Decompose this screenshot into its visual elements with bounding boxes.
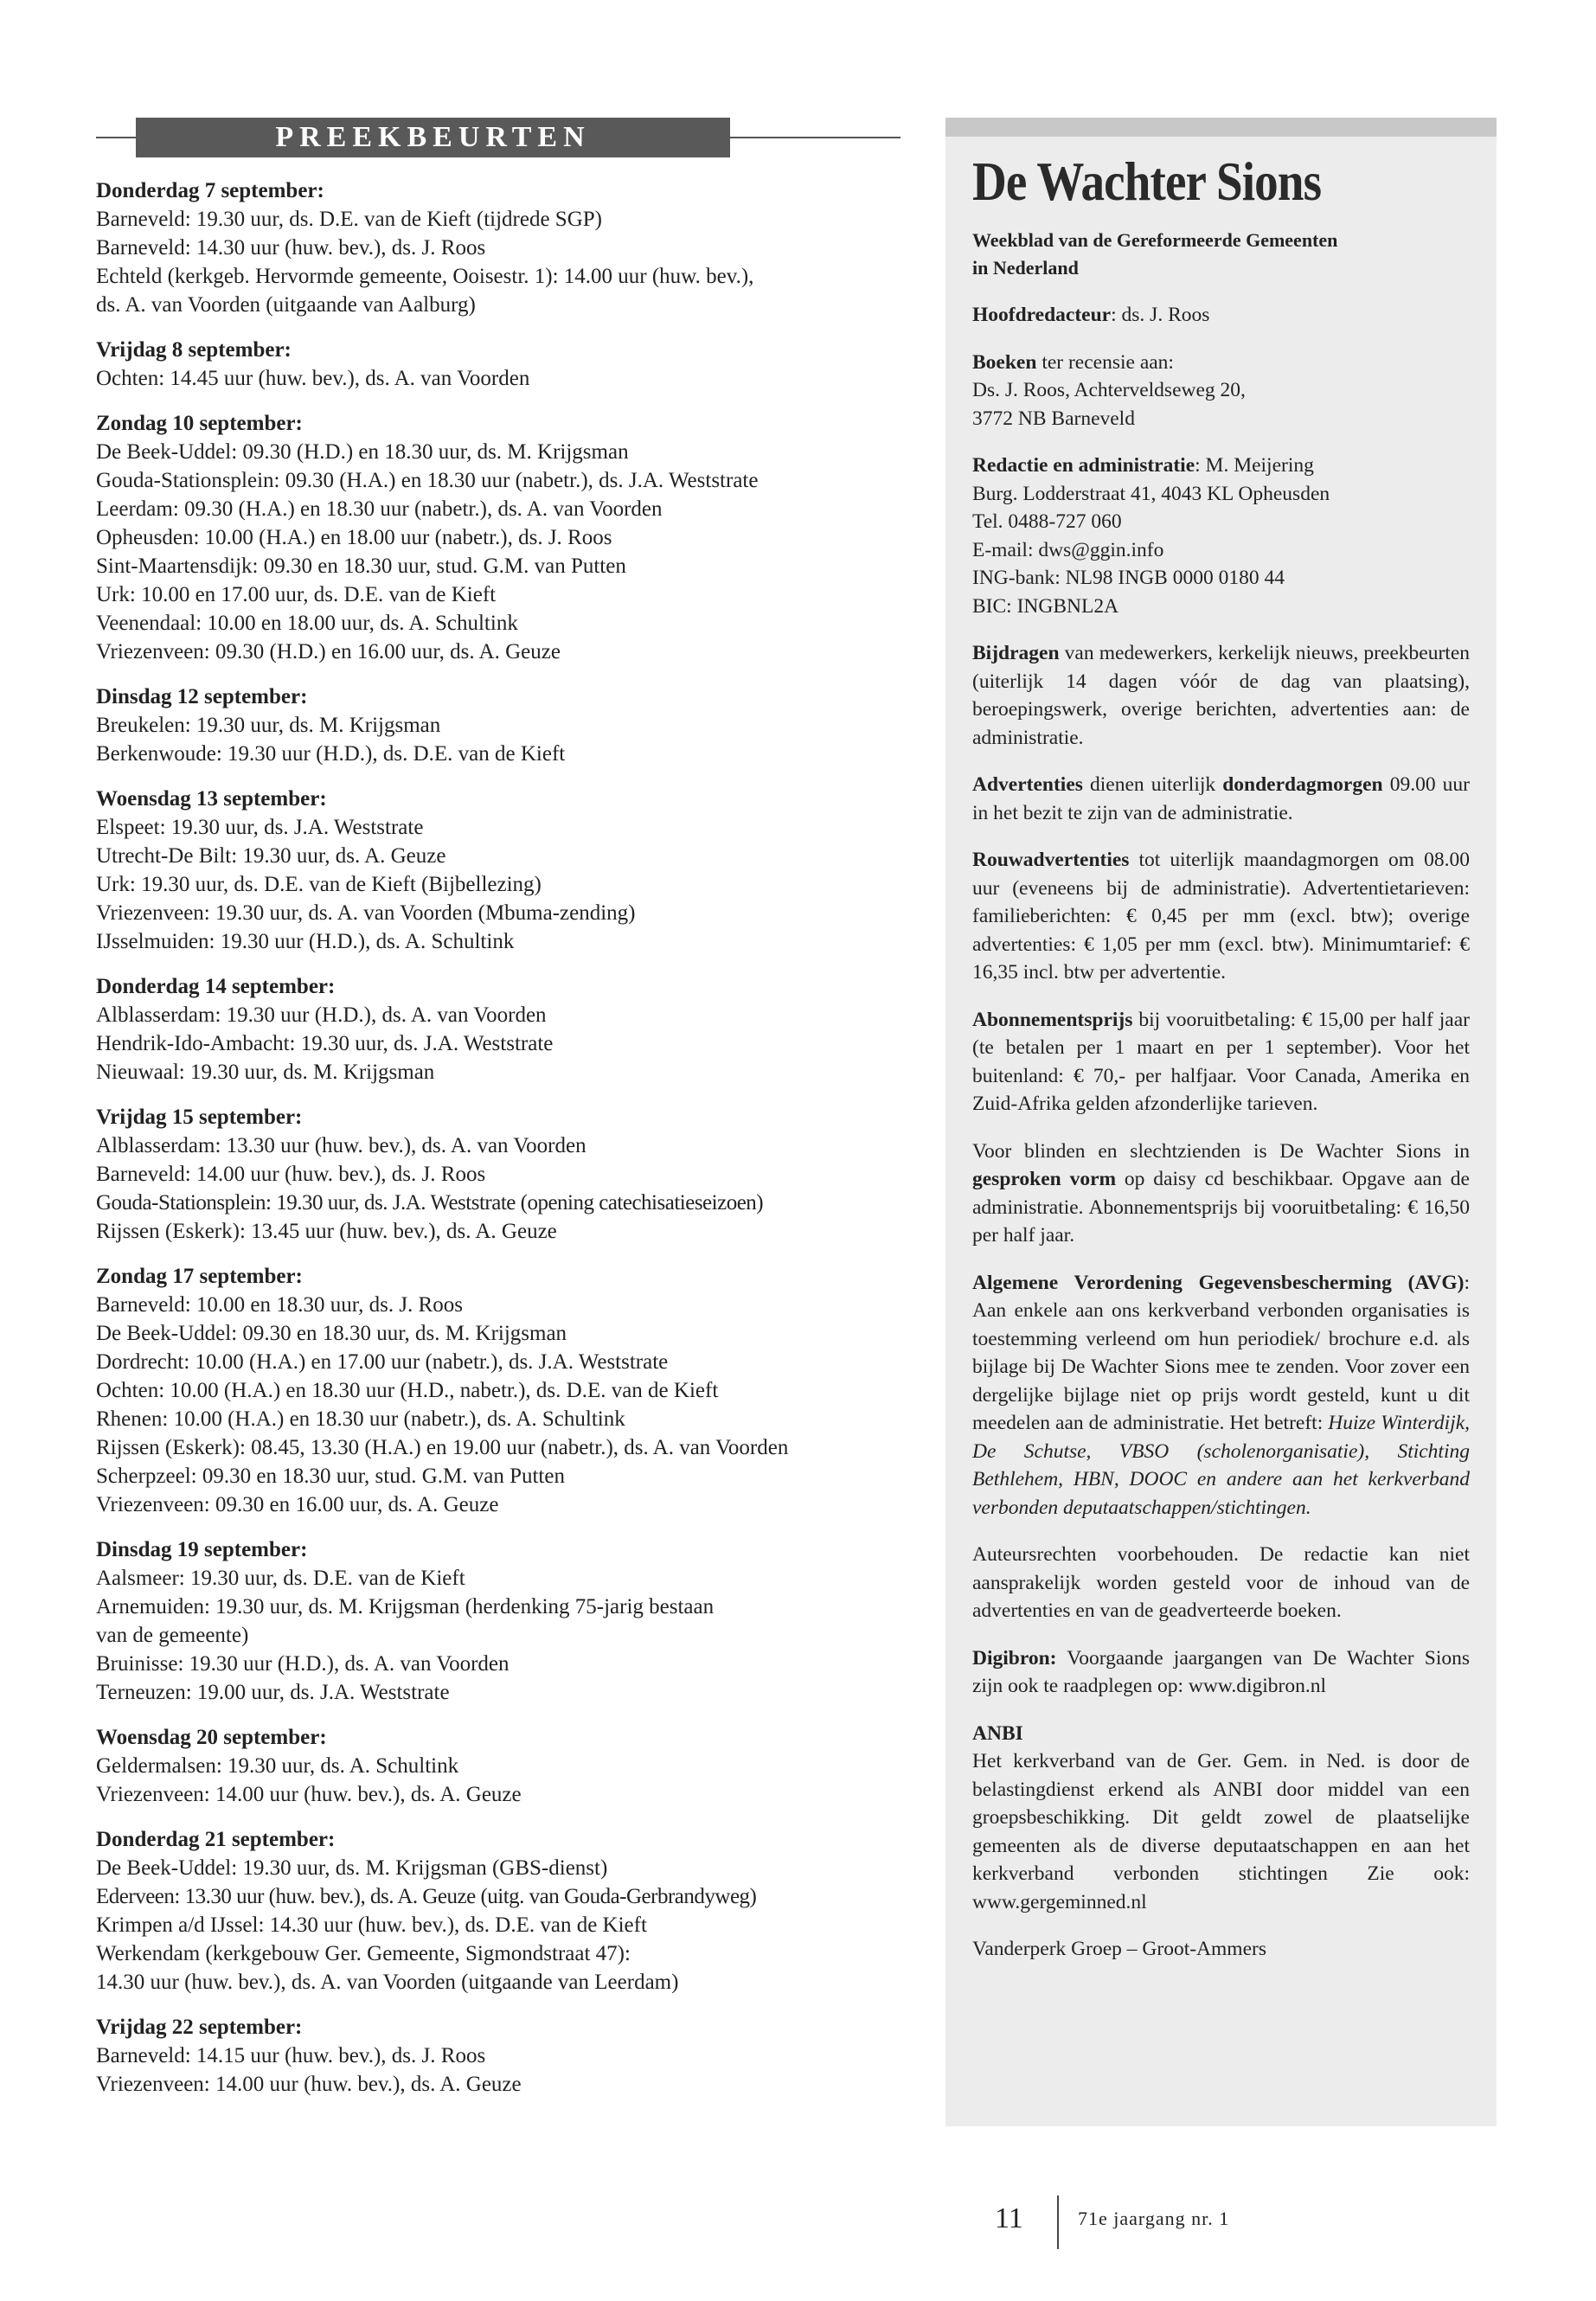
blinden-text: op daisy cd beschikbaar. Opgave aan de administratie. Abonnementsprijs bij vooruitbetaling: € 16,50 per half jaar. [972,1168,1470,1247]
service-line: Gouda-Stationsplein: 19.30 uur, ds. J.A. Weststrate (opening catechisatieseizoen) [96,1191,764,1215]
service-line: ds. A. van Voorden (uitgaande van Aalburg) [96,293,476,317]
day-title: Dinsdag 19 september: [96,1538,308,1561]
service-line: Nieuwaal: 19.30 uur, ds. M. Krijgsman [96,1061,435,1084]
advertenties-block [972,771,1470,827]
boeken-label: Boeken [972,350,1037,374]
service-line: Leerdam: 09.30 (H.A.) en 18.30 uur (nabetr.), ds. A. van Voorden [96,497,663,521]
hoofdredacteur [972,301,1470,330]
service-line: 14.30 uur (huw. bev.), ds. A. van Voorden (uitgaande van Leerdam) [96,1971,679,1994]
service-line: Barneveld: 14.00 uur (huw. bev.), ds. J. Roos [96,1163,486,1186]
day-title: Donderdag 7 september: [96,179,324,202]
boeken-address: 3772 NB Barneveld [972,407,1135,430]
service-line: Echteld (kerkgeb. Hervormde gemeente, Ooisestr. 1): 14.00 uur (huw. bev.), [96,265,754,288]
redactie-bank: ING-bank: NL98 INGB 0000 0180 44 [972,567,1285,589]
service-line: Elspeet: 19.30 uur, ds. J.A. Weststrate [96,816,424,839]
service-line: Alblasserdam: 13.30 uur (huw. bev.), ds. A. van Voorden [96,1134,586,1157]
service-line: Opheusden: 10.00 (H.A.) en 18.00 uur (nabetr.), ds. J. Roos [96,526,612,549]
section-title: PREEKBEURTEN [136,118,730,157]
service-line: Arnemuiden: 19.30 uur, ds. M. Krijgsman (herdenking 75-jarig bestaan [96,1595,715,1618]
advertenties-label: Advertenties [972,773,1083,796]
footer-divider [1057,2195,1059,2249]
service-line: Vriezenveen: 09.30 (H.D.) en 16.00 uur, ds. A. Geuze [96,640,561,663]
redactie-block [972,452,1470,620]
service-line: Barneveld: 19.30 uur, ds. D.E. van de Kieft (tijdrede SGP) [96,208,602,231]
day-title: Donderdag 14 september: [96,975,336,998]
service-line: Veenendaal: 10.00 en 18.00 uur, ds. A. Schultink [96,612,518,635]
auteursrechten-block: Auteursrechten voorbehouden. De redactie kan niet aansprakelijk worden gesteld voor de inhoud van de advertenties en van de geadverteerde boeken. [972,1543,1470,1622]
day-title: Woensdag 13 september: [96,787,327,811]
service-line: De Beek-Uddel: 19.30 uur, ds. M. Krijgsman (GBS-dienst) [96,1856,608,1880]
boeken-text: ter recensie aan: [1036,350,1174,374]
digibron-label: Digibron: [972,1646,1057,1670]
day-block [96,1535,901,1707]
day-title: Vrijdag 15 september: [96,1106,303,1129]
service-line: Rijssen (Eskerk): 08.45, 13.30 (H.A.) en 19.00 uur (nabetr.), ds. A. van Voorden [96,1436,789,1459]
preekbeurten-column [96,118,901,2115]
rouwadvertenties-block [972,846,1470,987]
service-line: Rhenen: 10.00 (H.A.) en 18.30 uur (nabetr.), ds. A. Schultink [96,1407,625,1431]
service-line: van de gemeente) [96,1624,249,1647]
service-line: Alblasserdam: 19.30 uur (H.D.), ds. A. van Voorden [96,1003,547,1027]
abonnement-label: Abonnementsprijs [972,1008,1133,1031]
anbi-block [972,1720,1470,1917]
advertenties-text: dienen uiterlijk [1082,773,1223,796]
rouwadvertenties-text: tot uiterlijk maandagmorgen om 08.00 uur (eveneens bij de administratie). Advertentietarieven: familieberichten: € 0,45 per mm (excl. btw); overige advertenties: € 1,05 per mm (excl. btw). Minimumtarief: € 16,35 incl. btw per advertentie. [972,849,1470,984]
boeken-block [972,349,1470,433]
avg-label: Algemene Verordening Gegevensbescherming (AVG) [972,1271,1465,1294]
redactie-bic: BIC: INGBNL2A [972,594,1119,618]
digibron-text: Voorgaande jaargangen van De Wachter Sions zijn ook te raadplegen op: www.digibron.nl [972,1646,1470,1697]
service-line: Krimpen a/d IJssel: 14.30 uur (huw. bev.), ds. D.E. van de Kieft [96,1913,647,1937]
service-line: IJsselmuiden: 19.30 uur (H.D.), ds. A. Schultink [96,930,515,953]
day-block [96,1262,901,1519]
day-title: Woensdag 20 september: [96,1726,327,1749]
bijdragen-text: van medewerkers, kerkelijk nieuws, preekbeurten (uiterlijk 14 dagen vóór de dag van plaatsing), beroepingswerk, overige berichten, advertenties aan: de administratie. [972,642,1470,749]
day-block [96,176,901,319]
service-line: Terneuzen: 19.00 uur, ds. J.A. Weststrate [96,1681,450,1704]
digibron-block [972,1644,1470,1701]
hoofdredacteur-label: Hoofdredacteur [972,304,1112,326]
service-line: Utrecht-De Bilt: 19.30 uur, ds. A. Geuze [96,844,446,868]
bijdragen-label: Bijdragen [972,642,1060,664]
masthead-subtitle [972,227,1470,282]
header-rule-right [730,137,901,138]
service-line: Werkendam (kerkgebouw Ger. Gemeente, Sigmondstraat 47): [96,1942,631,1965]
service-line: Ochten: 10.00 (H.A.) en 18.30 uur (H.D., nabetr.), ds. D.E. van de Kieft [96,1379,719,1402]
day-title: Dinsdag 12 september: [96,685,308,708]
service-line: Scherpzeel: 09.30 en 18.30 uur, stud. G.M. van Putten [96,1465,565,1488]
service-line: Barneveld: 10.00 en 18.30 uur, ds. J. Roos [96,1293,463,1317]
day-block [96,336,901,393]
redactie-value: : M. Meijering [1195,454,1314,477]
day-block [96,1825,901,1997]
avg-organisations: Huize Winterdijk, De Schutse, VBSO (scholenorganisatie), Stichting Bethlehem, HBN, DOOC en andere aan het kerkverband verbonden deputaatschappen/stichtingen. [972,1412,1470,1519]
service-line: Breukelen: 19.30 uur, ds. M. Krijgsman [96,714,441,737]
service-line: Berkenwoude: 19.30 uur (H.D.), ds. D.E. van de Kieft [96,742,566,766]
service-line: Urk: 19.30 uur, ds. D.E. van de Kieft (Bijbellezing) [96,873,542,896]
service-line: Aalsmeer: 19.30 uur, ds. D.E. van de Kieft [96,1567,465,1590]
service-line: Barneveld: 14.15 uur (huw. bev.), ds. J. Roos [96,2044,486,2067]
service-line: Barneveld: 14.30 uur (huw. bev.), ds. J. Roos [96,236,486,260]
subtitle-line: in Nederland [972,257,1079,279]
day-title: Vrijdag 8 september: [96,338,292,362]
service-line: Urk: 10.00 en 17.00 uur, ds. D.E. van de Kieft [96,583,497,606]
masthead-title: De Wachter Sions [972,151,1322,212]
day-block [96,785,901,956]
service-line: Vriezenveen: 09.30 en 16.00 uur, ds. A. Geuze [96,1493,499,1516]
sidebar-top-bar [945,118,1497,137]
day-title: Zondag 10 september: [96,412,303,435]
anbi-text: Het kerkverband van de Ger. Gem. in Ned. is door de belastingdienst erkend als ANBI door middel van een groepsbeschikking. Dit geldt zowel de plaatselijke gemeenten als de diverse deputaatschappen en aan het kerkverband verbonden stichtingen Zie ook: www.gergeminned.nl [972,1750,1470,1913]
day-block [96,2013,901,2099]
avg-block [972,1269,1470,1522]
service-line: Rijssen (Eskerk): 13.45 uur (huw. bev.), ds. A. Geuze [96,1220,557,1243]
service-line: Hendrik-Ido-Ambacht: 19.30 uur, ds. J.A. Weststrate [96,1032,554,1055]
day-block [96,683,901,768]
day-title: Vrijdag 22 september: [96,2016,303,2039]
service-line: De Beek-Uddel: 09.30 en 18.30 uur, ds. M. Krijgsman [96,1322,567,1345]
service-line: De Beek-Uddel: 09.30 (H.D.) en 18.30 uur, ds. M. Krijgsman [96,440,629,464]
day-title: Donderdag 21 september: [96,1828,336,1851]
service-line: Vriezenveen: 14.00 uur (huw. bev.), ds. A. Geuze [96,2073,522,2096]
day-title: Zondag 17 september: [96,1265,303,1288]
rouwadvertenties-label: Rouwadvertenties [972,849,1130,871]
service-line: Ochten: 14.45 uur (huw. bev.), ds. A. van Voorden [96,367,530,390]
bijdragen-block [972,639,1470,752]
abonnement-text: bij vooruitbetaling: € 15,00 per half jaar (te betalen per 1 maart en per 1 september). Voor het buitenland: € 70,- per halfjaar. Voor Canada, Amerika en Zuid-Afrika gelden afzonderlijke tarieven. [972,1008,1470,1115]
service-line: Dordrecht: 10.00 (H.A.) en 17.00 uur (nabetr.), ds. J.A. Weststrate [96,1350,669,1374]
day-block [96,1723,901,1809]
redactie-address: Burg. Lodderstraat 41, 4043 KL Opheusden [972,482,1330,505]
hoofdredacteur-value: : ds. J. Roos [1111,304,1210,326]
redactie-phone: Tel. 0488-727 060 [972,510,1122,533]
blinden-bold: gesproken vorm [972,1168,1117,1190]
colophon-sidebar [945,118,1497,2126]
redactie-label: Redactie en administratie [972,454,1195,477]
abonnement-block [972,1006,1470,1118]
page-number: 11 [995,2202,1023,2234]
redactie-email: E-mail: dws@ggin.info [972,538,1164,561]
printer-credit: Vanderperk Groep – Groot-Ammers [972,1938,1266,1960]
service-line: Vriezenveen: 19.30 uur, ds. A. van Voorden (Mbuma-zending) [96,901,636,925]
advertenties-deadline: donderdagmorgen [1222,773,1383,796]
anbi-label: ANBI [972,1721,1023,1745]
header-rule-left [96,137,136,138]
service-line: Vriezenveen: 14.00 uur (huw. bev.), ds. A. Geuze [96,1783,522,1806]
day-block [96,1103,901,1246]
service-line: Bruinisse: 19.30 uur (H.D.), ds. A. van Voorden [96,1652,510,1676]
day-block [96,972,901,1086]
service-line: Ederveen: 13.30 uur (huw. bev.), ds. A. Geuze (uitg. van Gouda-Gerbrandyweg) [96,1885,757,1908]
blinden-block [972,1138,1470,1250]
boeken-address: Ds. J. Roos, Achterveldseweg 20, [972,379,1246,401]
volume-info: 71e jaargang nr. 1 [1078,2208,1230,2229]
subtitle-line: Weekblad van de Gereformeerde Gemeenten [972,229,1338,251]
service-line: Sint-Maartensdijk: 09.30 en 18.30 uur, stud. G.M. van Putten [96,554,626,578]
avg-text: : Aan enkele aan ons kerkverband verbonden organisaties is toestemming verleend om hun periodiek/ brochure e.d. als bijlage bij De Wachter Sions mee te zenden. Voor zover een dergelijke bijlage niet op prijs wordt gesteld, kunt u dit meedelen aan de administratie. Het betreft: [972,1271,1470,1434]
day-block [96,409,901,666]
service-line: Geldermalsen: 19.30 uur, ds. A. Schultink [96,1754,459,1778]
service-line: Gouda-Stationsplein: 09.30 (H.A.) en 18.30 uur (nabetr.), ds. J.A. Weststrate [96,469,759,492]
advertenties-text: 09.00 uur in het bezit te zijn van de administratie. [972,773,1470,824]
section-header [96,118,901,159]
blinden-text: Voor blinden en slechtzienden is De Wachter Sions in [972,1139,1470,1163]
